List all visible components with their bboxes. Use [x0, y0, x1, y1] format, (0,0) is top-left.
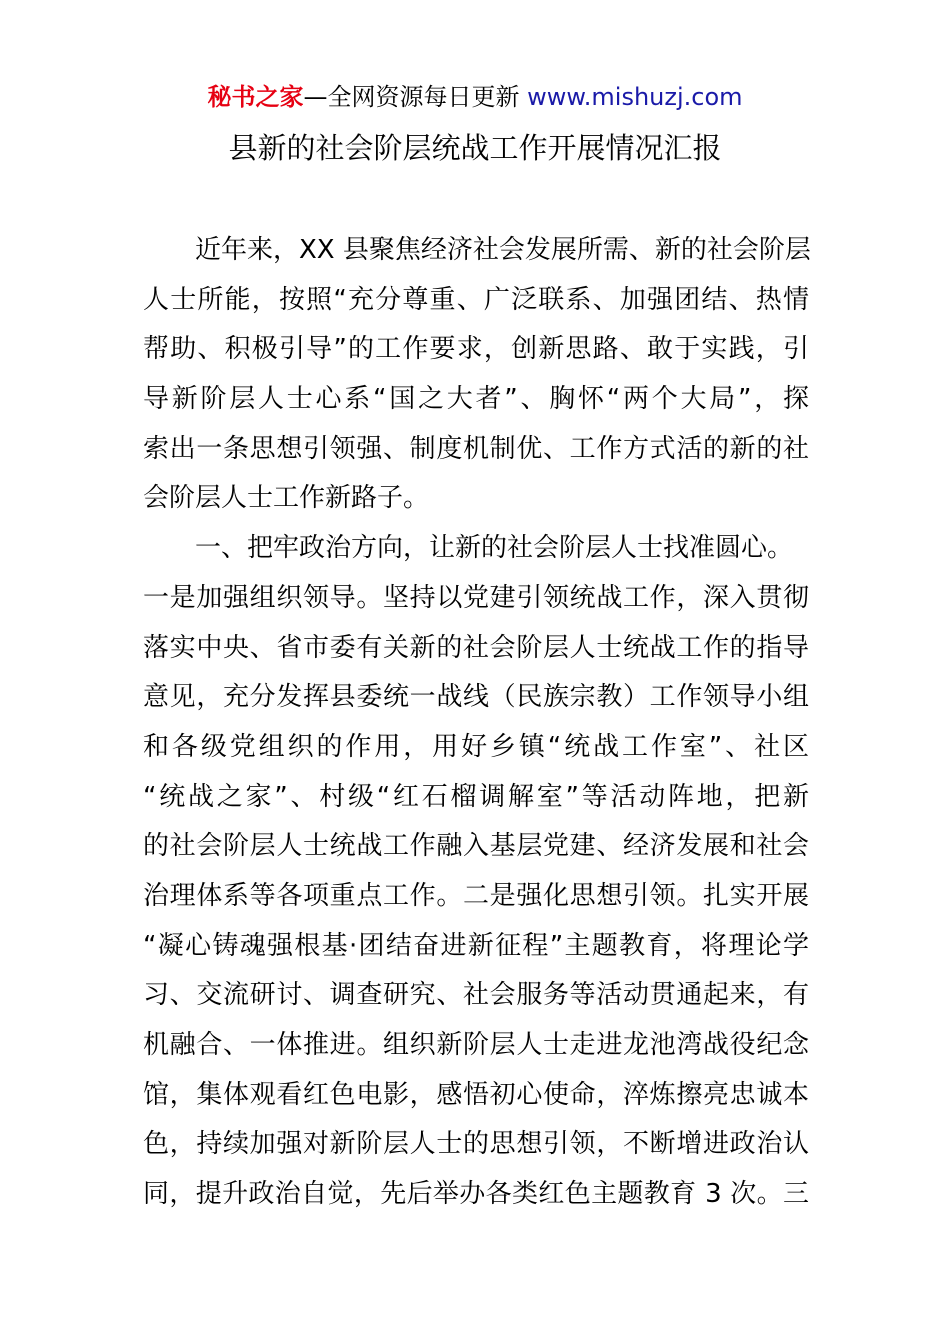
text-line: 治理体系等各项重点工作。二是强化思想引领。扎实开展 [143, 880, 809, 911]
text-line: 会阶层人士工作新路子。 [143, 483, 430, 514]
text-line: 导新阶层人士心系“国之大者”、胸怀“两个大局”，探 [143, 384, 809, 415]
text-line: 一是加强组织领导。坚持以党建引领统战工作，深入贯彻 [143, 582, 809, 613]
text-line: 馆，集体观看红色电影，感悟初心使命，淬炼擦亮忠诚本 [143, 1079, 809, 1110]
text-line: 的社会阶层人士统战工作融入基层党建、经济发展和社会 [143, 831, 809, 862]
document-body [143, 226, 809, 1220]
site-brand: 秘书之家 [207, 83, 304, 111]
text-line: “凝心铸魂强根基·团结奋进新征程”主题教育，将理论学 [143, 930, 809, 961]
site-tagline: —全网资源每日更新 [303, 83, 520, 111]
text-line: 索出一条思想引领强、制度机制优、工作方式活的新的社 [143, 433, 809, 464]
section-heading: 一、把牢政治方向，让新的社会阶层人士找准圆心。 [195, 533, 794, 564]
text-line: 色，持续加强对新阶层人士的思想引领，不断增进政治认 [143, 1129, 809, 1160]
text-line: 人士所能，按照“充分尊重、广泛联系、加强团结、热情 [143, 284, 809, 315]
site-url-link[interactable]: www.mishuzj.com [527, 83, 743, 111]
text-line: 习、交流研讨、调查研究、社会服务等活动贯通起来，有 [143, 980, 809, 1011]
document-title: 县新的社会阶层统战工作开展情况汇报 [228, 131, 722, 165]
text-line: 帮助、积极引导”的工作要求，创新思路、敢于实践，引 [143, 334, 809, 365]
text-line: “统战之家”、村级“红石榴调解室”等活动阵地，把新 [143, 781, 809, 812]
text-line: 同，提升政治自觉，先后举办各类红色主题教育 3 次。三 [143, 1179, 809, 1210]
text-line: 和各级党组织的作用，用好乡镇“统战工作室”、社区 [143, 731, 809, 762]
site-banner [0, 80, 950, 114]
text-line: 意见，充分发挥县委统一战线（民族宗教）工作领导小组 [143, 682, 809, 713]
text-line: 落实中央、省市委有关新的社会阶层人士统战工作的指导 [143, 632, 809, 663]
text-line: 近年来，XX 县聚焦经济社会发展所需、新的社会阶层 [195, 235, 811, 265]
text-line: 机融合、一体推进。组织新阶层人士走进龙池湾战役纪念 [143, 1030, 809, 1060]
